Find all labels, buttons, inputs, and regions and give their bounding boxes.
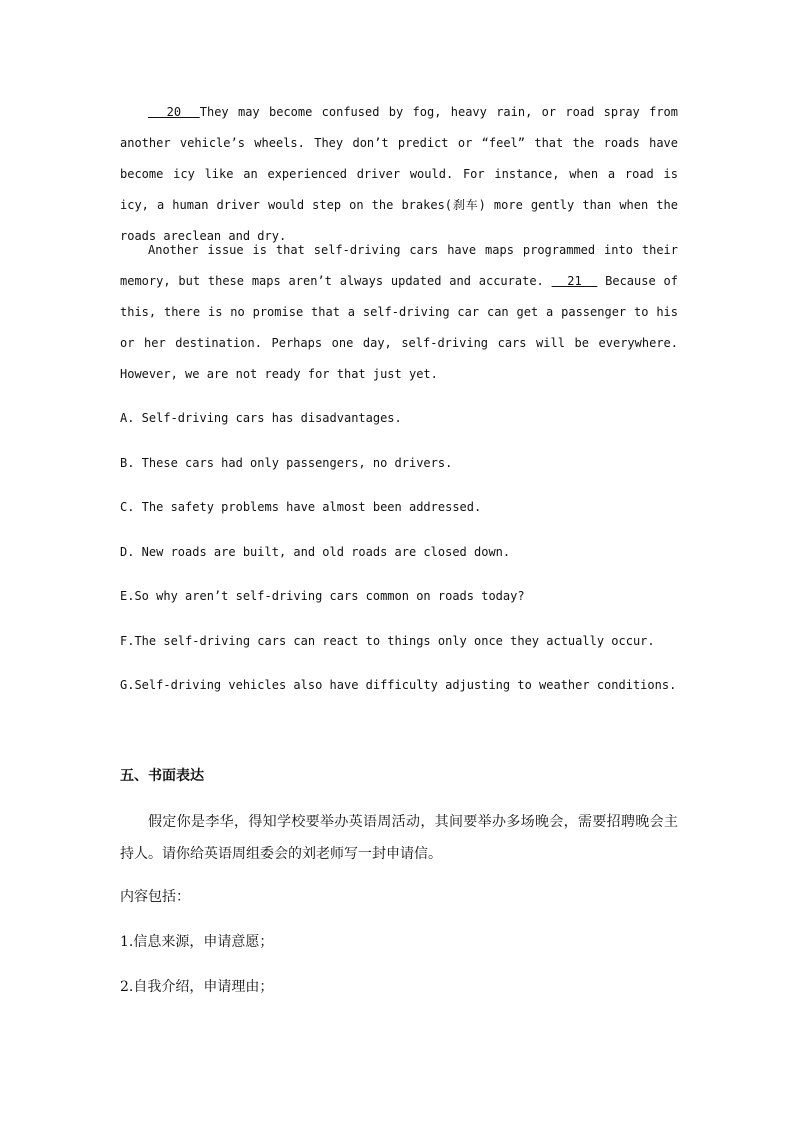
option-a: A. Self-driving cars has disadvantages. xyxy=(120,411,402,425)
paragraph-2-text-before: Another issue is that self-driving cars have maps programmed into their memory, but these maps aren’t always updated and accurate. xyxy=(120,243,678,288)
option-c: C. The safety problems have almost been addressed. xyxy=(120,500,482,514)
content-point-2: 2.自我介绍，申请理由； xyxy=(120,979,274,995)
option-g: G.Self-driving vehicles also have difficulty adjusting to weather conditions. xyxy=(120,678,677,692)
blank-20: 20 xyxy=(148,105,200,119)
content-label: 内容包括： xyxy=(120,889,190,905)
option-e: E.So why aren’t self-driving cars common on roads today? xyxy=(120,589,525,603)
paragraph-2-text-after: Because of this, there is no promise that a self-driving car can get a passenger to his or her destination. Perhaps one day, self-driving cars will be everywhere. However, we are not ready for that just yet. xyxy=(120,274,678,381)
option-b: B. These cars had only passengers, no drivers. xyxy=(120,456,453,470)
passage-paragraph-1 xyxy=(120,97,678,252)
content-point-1: 1.信息来源，申请意愿； xyxy=(120,934,274,950)
paragraph-1-text: They may become confused by fog, heavy rain, or road spray from another vehicle’s wheels. They don’t predict or “feel” that the roads have become icy like an experienced driver would. For instance, when a road is icy, a human driver would step on the brakes(刹车) more gently than when the roads areclean and dry. xyxy=(120,105,678,243)
option-f: F.The self-driving cars can react to things only once they actually occur. xyxy=(120,634,655,648)
option-d: D. New roads are built, and old roads are closed down. xyxy=(120,545,511,559)
blank-21: 21 xyxy=(551,274,598,288)
writing-prompt: 假定你是李华，得知学校要举办英语周活动，其间要举办多场晚会，需要招聘晚会主持人。请你给英语周组委会的刘老师写一封申请信。 xyxy=(120,814,678,862)
section-heading-writing: 五、书面表达 xyxy=(120,768,204,784)
passage-paragraph-2 xyxy=(120,235,678,390)
